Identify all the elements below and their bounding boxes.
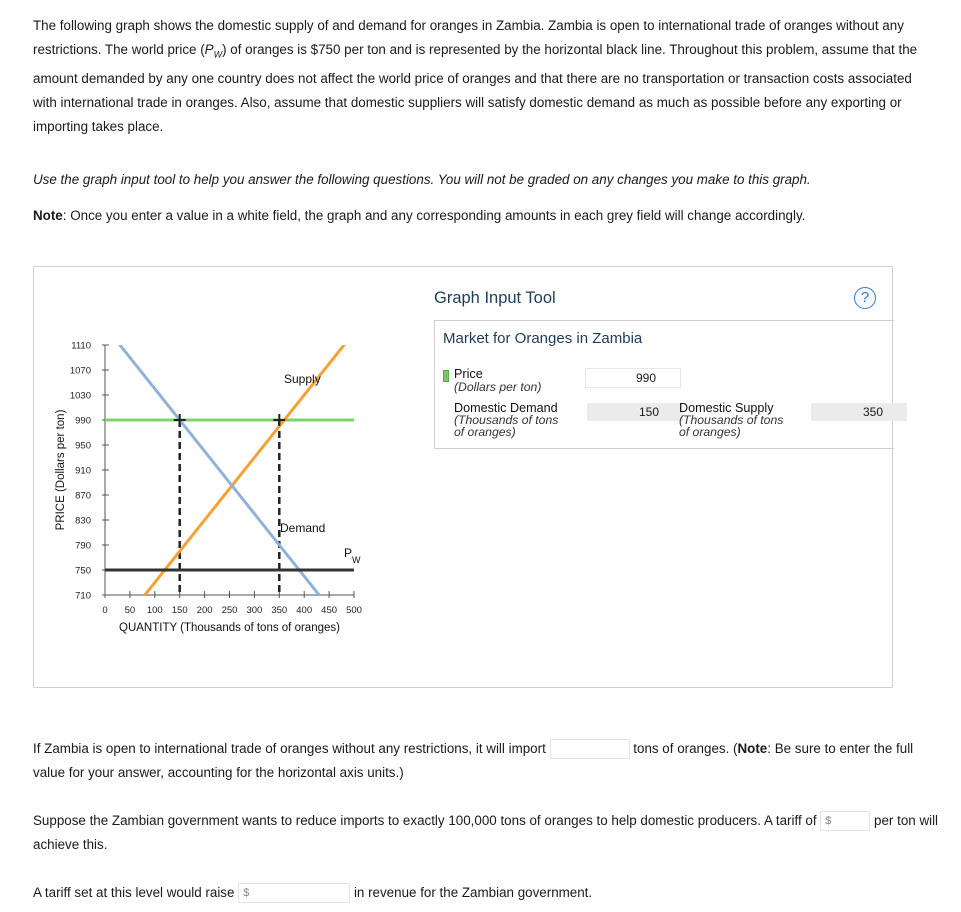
domestic-demand-value: 150 xyxy=(587,403,683,421)
world-price-label-w: W xyxy=(352,555,361,565)
x-tick-label: 150 xyxy=(171,605,188,616)
price-unit: (Dollars per ton) xyxy=(454,380,542,394)
help-icon[interactable]: ? xyxy=(854,287,876,309)
pw-symbol: P xyxy=(204,42,214,58)
question-2 xyxy=(33,809,948,857)
x-tick-label: 400 xyxy=(296,605,313,616)
q3-text-after: in revenue for the Zambian government. xyxy=(353,885,593,900)
domestic-supply-unit-2: of oranges) xyxy=(679,425,741,439)
note-body: : Once you enter a value in a white field, the graph and any corresponding amounts in each grey field will change accordingly. xyxy=(62,208,806,223)
note-text xyxy=(33,208,933,223)
domestic-supply-label: Domestic Supply xyxy=(679,401,774,415)
market-title: Market for Oranges in Zambia xyxy=(443,330,643,347)
y-tick-label: 950 xyxy=(75,440,91,452)
x-tick-label: 100 xyxy=(146,605,163,616)
x-axis-label: QUANTITY (Thousands of tons of oranges) xyxy=(119,622,340,634)
intro-text-1: The following graph shows the domestic supply of and demand for oranges in Zambia. Zambia is open to international trade of oranges without any restrictions. The world price ( xyxy=(33,18,904,58)
x-tick-label: 500 xyxy=(346,605,362,616)
y-tick-label: 710 xyxy=(75,590,91,602)
price-label: Price xyxy=(454,367,483,381)
revenue-answer-input[interactable] xyxy=(238,883,350,903)
domestic-demand-label: Domestic Demand xyxy=(454,401,558,415)
question-1 xyxy=(33,737,933,785)
q1-note-label: Note xyxy=(737,741,768,756)
note-label: Note xyxy=(33,208,63,223)
x-tick-label: 50 xyxy=(124,605,136,616)
y-axis-label: PRICE (Dollars per ton) xyxy=(55,409,67,531)
x-tick-label: 450 xyxy=(321,605,338,616)
graph-input-tool-title: Graph Input Tool xyxy=(434,289,556,307)
x-tick-label: 0 xyxy=(102,605,108,616)
pw-subscript: W xyxy=(213,49,223,60)
x-tick-label: 250 xyxy=(221,605,238,616)
question-3 xyxy=(33,881,933,905)
x-tick-label: 350 xyxy=(271,605,288,616)
price-swatch-icon xyxy=(443,370,449,382)
domestic-supply-value: 350 xyxy=(811,403,907,421)
y-tick-label: 1030 xyxy=(69,390,91,402)
y-tick-label: 790 xyxy=(75,540,91,552)
demand-curve xyxy=(105,326,329,607)
x-tick-label: 200 xyxy=(196,605,213,616)
market-chart[interactable] xyxy=(34,267,434,687)
y-tick-label: 830 xyxy=(75,515,91,527)
q1-text-before: If Zambia is open to international trade of oranges without any restrictions, it will import xyxy=(33,741,546,756)
y-tick-label: 870 xyxy=(75,490,91,502)
intro-text-2: ) of oranges is $750 per ton and is represented by the horizontal black line. Throughout this problem, assume that the amount demanded by any one country does not affect the world price of oranges and that there are no transportation or transaction costs associated with international trade in oranges. Also, assume that domestic suppliers will satisfy domestic demand as much as possible before any exporting or importing takes place. xyxy=(33,42,918,135)
y-tick-label: 910 xyxy=(75,465,91,477)
y-tick-label: 750 xyxy=(75,565,91,577)
market-input-box xyxy=(434,320,894,449)
import-answer-input[interactable] xyxy=(550,739,630,759)
q2-currency: $ xyxy=(825,815,832,828)
x-tick-label: 300 xyxy=(246,605,263,616)
demand-label: Demand xyxy=(280,521,326,535)
q1-text-after: tons of oranges. ( xyxy=(633,741,738,756)
q3-text-before: A tariff set at this level would raise xyxy=(33,885,235,900)
intro-paragraph xyxy=(33,14,933,140)
price-input[interactable]: 990 xyxy=(585,368,681,388)
graph-panel xyxy=(33,266,893,688)
q3-currency: $ xyxy=(243,887,250,900)
domestic-supply-unit-1: (Thousands of tons xyxy=(679,413,784,427)
domestic-demand-unit-1: (Thousands of tons xyxy=(454,413,559,427)
y-tick-label: 1110 xyxy=(71,340,91,352)
y-tick-label: 1070 xyxy=(69,365,91,377)
domestic-demand-unit-2: of oranges) xyxy=(454,425,516,439)
instruction-text: Use the graph input tool to help you answer the following questions. You will not be graded on any changes you make to this graph. xyxy=(33,172,811,187)
world-price-label-p: P xyxy=(344,546,353,560)
q1-note-text: : Be sure to enter the full value for your answer, accounting for the horizontal axis units.) xyxy=(33,741,914,780)
supply-label: Supply xyxy=(284,372,321,386)
tariff-answer-input[interactable] xyxy=(820,811,870,831)
q2-text-after: per ton will achieve this. xyxy=(33,813,939,852)
q2-text-before: Suppose the Zambian government wants to reduce imports to exactly 100,000 tons of oranges to help domestic producers. A tariff of xyxy=(33,813,817,828)
y-tick-label: 990 xyxy=(75,415,91,427)
